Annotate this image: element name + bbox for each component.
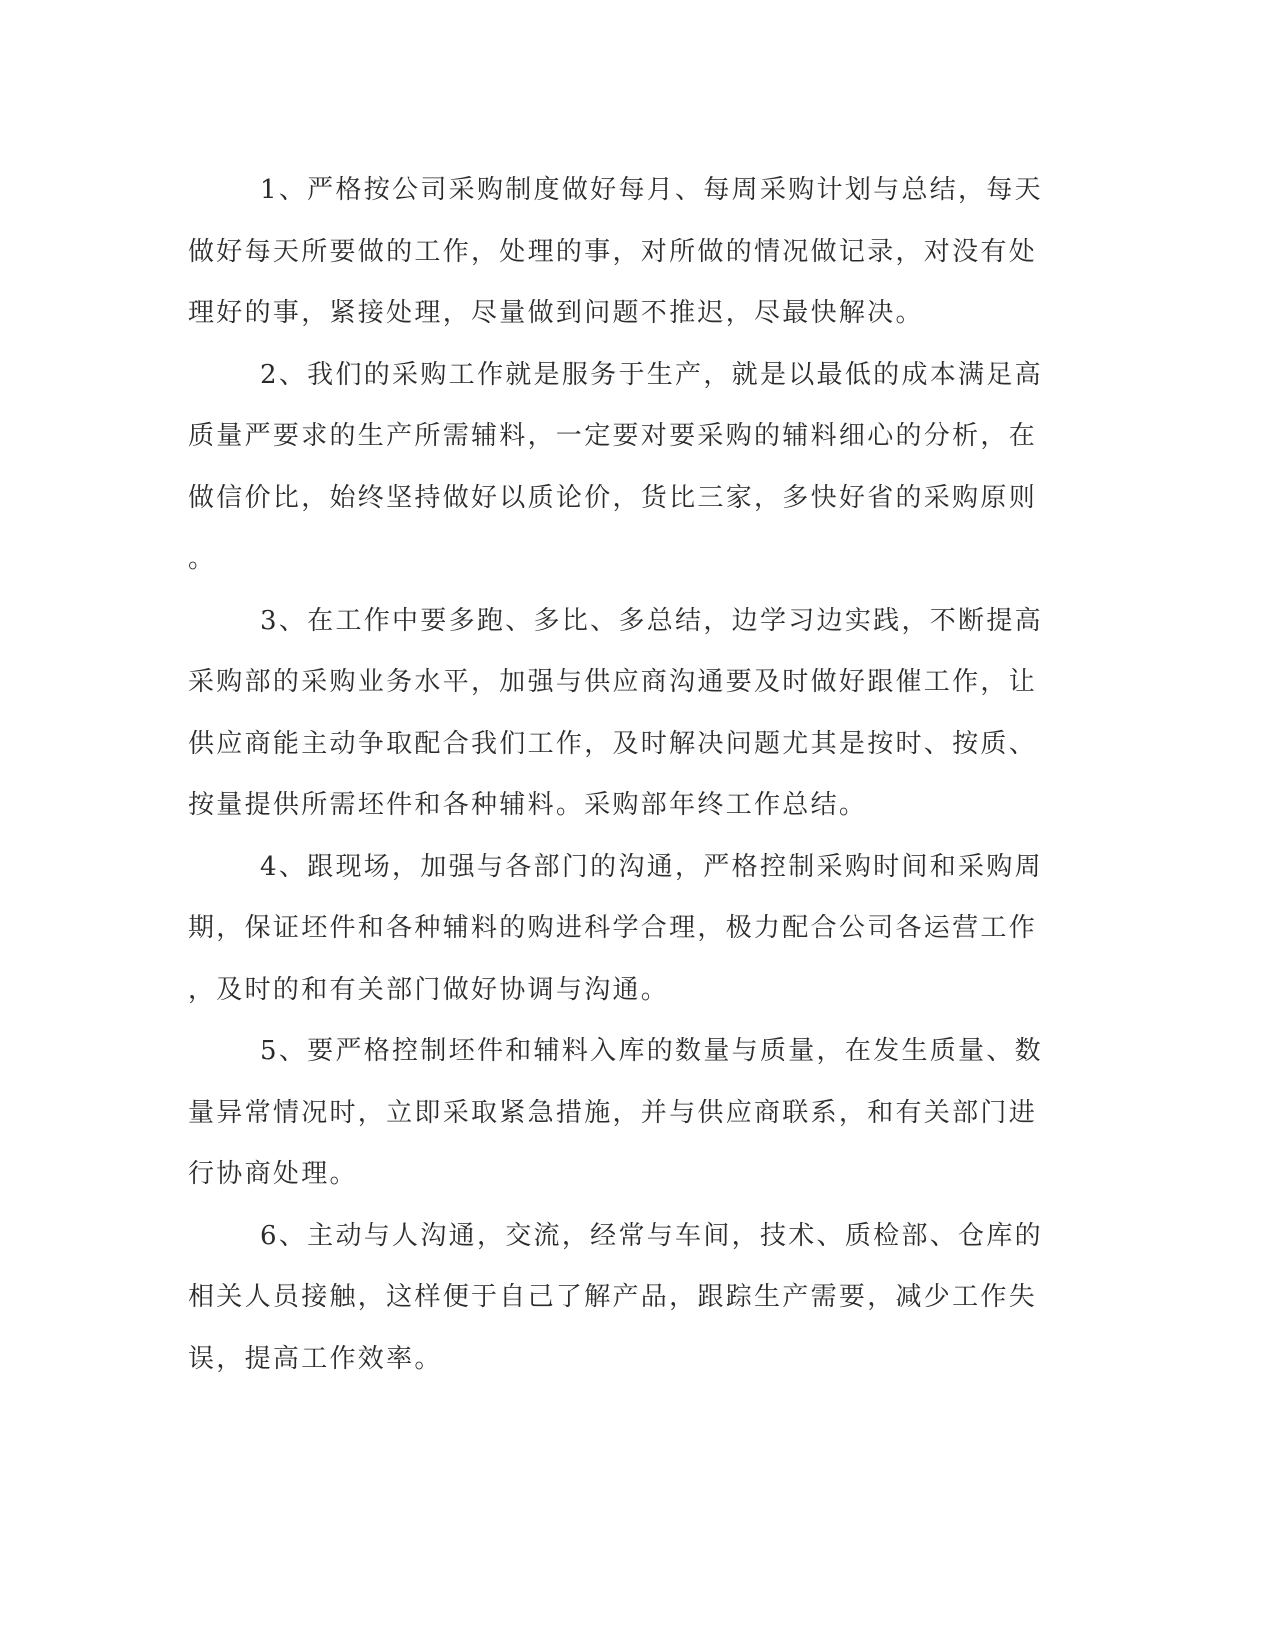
text-line: 期，保证坯件和各种辅料的购进科学合理，极力配合公司各运营工作 <box>188 913 1038 943</box>
document-body <box>188 160 1058 1390</box>
text-line: 按量提供所需坯件和各种辅料。采购部年终工作总结。 <box>188 790 868 820</box>
paragraph-4 <box>188 837 1058 1022</box>
text-line: 采购部的采购业务水平，加强与供应商沟通要及时做好跟催工作，让 <box>188 667 1038 697</box>
text-line: 量异常情况时，立即采取紧急措施，并与供应商联系，和有关部门进 <box>188 1097 1038 1128</box>
paragraph-2 <box>188 345 1058 591</box>
text-line: 5、要严格控制坯件和辅料入库的数量与质量，在发生质量、数 <box>260 1036 1043 1066</box>
paragraph-6 <box>188 1206 1058 1391</box>
text-line: 供应商能主动争取配合我们工作，及时解决问题尤其是按时、按质、 <box>188 728 1038 759</box>
text-line: 3、在工作中要多跑、多比、多总结，边学习边实践，不断提高 <box>260 605 1043 636</box>
text-line: ，及时的和有关部门做好协调与沟通。 <box>188 974 670 1005</box>
text-line: 相关人员接触，这样便于自己了解产品，跟踪生产需要，减少工作失 <box>188 1282 1038 1312</box>
text-line: 。 <box>188 544 217 574</box>
text-line: 误，提高工作效率。 <box>188 1343 443 1374</box>
text-line: 理好的事，紧接处理，尽量做到问题不推迟，尽最快解决。 <box>188 298 924 328</box>
text-line: 做好每天所要做的工作，处理的事，对所做的情况做记录，对没有处 <box>188 236 1038 267</box>
paragraph-3 <box>188 591 1058 837</box>
text-line: 质量严要求的生产所需辅料，一定要对要采购的辅料细心的分析，在 <box>188 421 1038 451</box>
text-line: 做信价比，始终坚持做好以质论价，货比三家，多快好省的采购原则 <box>188 482 1038 513</box>
paragraph-1 <box>188 160 1058 345</box>
text-line: 4、跟现场，加强与各部门的沟通，严格控制采购时间和采购周 <box>260 851 1043 882</box>
text-line: 1、严格按公司采购制度做好每月、每周采购计划与总结，每天 <box>260 175 1043 205</box>
paragraph-5 <box>188 1021 1058 1206</box>
text-line: 行协商处理。 <box>188 1159 358 1189</box>
text-line: 6、主动与人沟通，交流，经常与车间，技术、质检部、仓库的 <box>260 1220 1043 1251</box>
text-line: 2、我们的采购工作就是服务于生产，就是以最低的成本满足高 <box>260 359 1043 390</box>
